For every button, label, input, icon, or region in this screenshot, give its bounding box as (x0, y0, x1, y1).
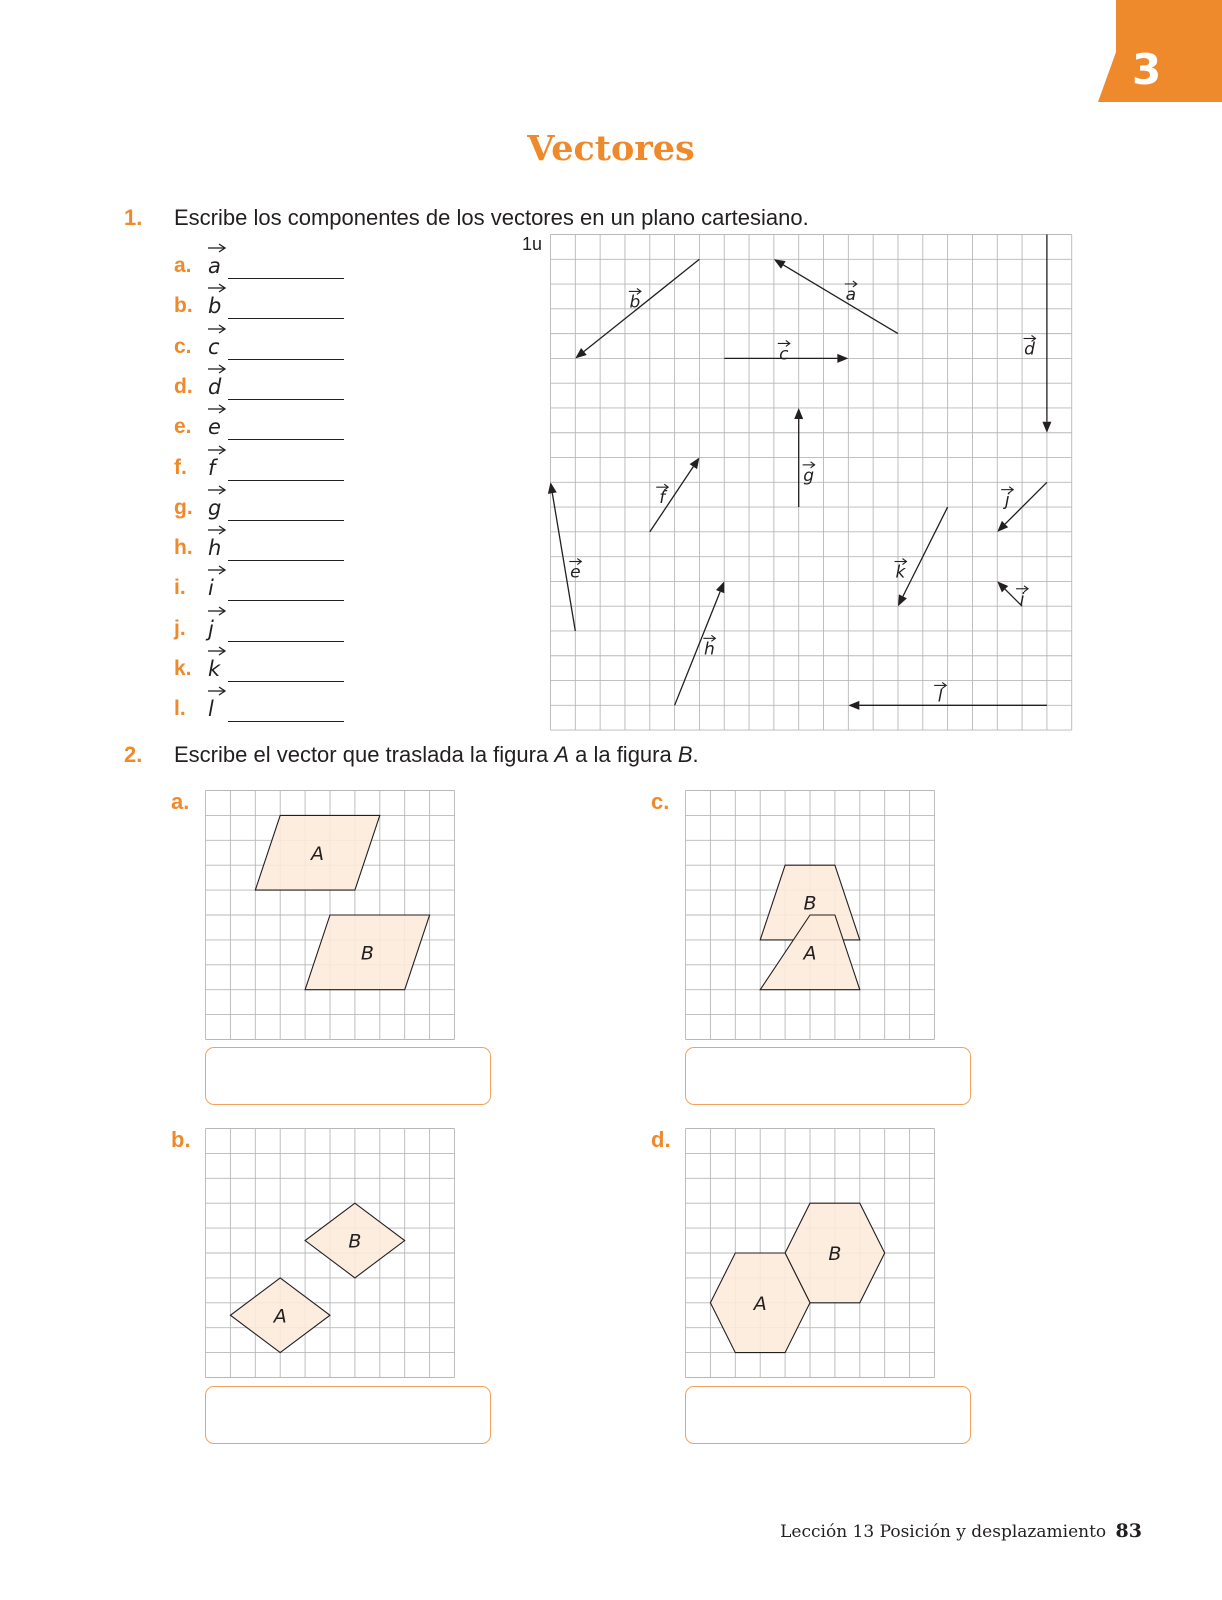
figure-a-ref: A (554, 742, 569, 767)
answer-line[interactable] (228, 359, 344, 360)
vector-label-h (703, 635, 715, 659)
svg-text:j: j (1004, 490, 1010, 511)
vector-symbol: f (208, 455, 216, 480)
item-letter: l. (174, 697, 186, 721)
vector-arrow-icon (206, 281, 228, 293)
panel-c-answer-box[interactable] (685, 1047, 971, 1105)
vector-arrow-i (997, 581, 1022, 606)
figure-b-ref: B (677, 742, 693, 767)
vector-symbol: c (208, 334, 220, 359)
vector-label-k (894, 559, 906, 583)
vector-symbol: j (208, 616, 214, 641)
item-letter: b. (174, 294, 193, 318)
svg-text:k: k (895, 562, 906, 583)
vector-arrow-icon (206, 443, 228, 455)
svg-text:i: i (1019, 589, 1025, 610)
footer-topic: Posición y desplazamiento (879, 1522, 1107, 1542)
vector-label-l (934, 682, 946, 706)
vector-label-d (1024, 335, 1036, 359)
vector-item-i (174, 572, 344, 604)
exercise-2-instruction: Escribe el vector que traslada la figura A a la figura B. (174, 742, 699, 767)
vector-label-c (778, 340, 790, 364)
vector-item-k (174, 653, 344, 685)
item-letter: a. (174, 254, 192, 277)
answer-line[interactable] (228, 480, 344, 481)
panel-a-letter: a. (171, 789, 190, 814)
chapter-tab (1098, 0, 1222, 102)
shape-label-b: B (360, 942, 374, 965)
footer-lesson: Lección 13 (780, 1522, 875, 1542)
vector-arrow-icon (206, 402, 228, 414)
svg-text:l: l (937, 686, 943, 707)
vector-arrow-icon (206, 684, 228, 696)
vector-label-f (656, 484, 668, 508)
vector-item-g (174, 492, 344, 524)
vector-symbol: d (208, 374, 222, 399)
shape-label-b: B (828, 1243, 842, 1265)
vector-item-f (174, 452, 344, 484)
answer-line[interactable] (228, 520, 344, 521)
panel-d-letter: d. (651, 1127, 671, 1152)
exercise-1-number: 1. (124, 205, 143, 230)
vector-arrow-icon (206, 523, 228, 535)
shape-label-a: A (803, 942, 817, 965)
answer-line[interactable] (228, 641, 344, 642)
svg-text:c: c (779, 344, 789, 365)
svg-text:f: f (659, 488, 666, 509)
vector-arrow-icon (206, 644, 228, 656)
item-letter: f. (174, 455, 187, 479)
vector-item-c (174, 331, 344, 363)
exercise-1-instruction: Escribe los componentes de los vectores en un plano cartesiano. (174, 205, 809, 230)
answer-line[interactable] (228, 721, 344, 722)
vector-label-e (569, 559, 581, 583)
vector-symbol: i (208, 576, 214, 601)
shape-label-a: A (753, 1292, 767, 1315)
svg-text:d: d (1024, 339, 1035, 360)
vector-arrow-icon (206, 483, 228, 495)
item-letter: c. (174, 334, 192, 358)
footer (780, 1520, 1142, 1542)
panel-a-grid (204, 789, 456, 1041)
vector-arrow-a (774, 259, 898, 333)
svg-text:a: a (845, 284, 857, 305)
vector-label-g (803, 462, 815, 486)
exercise-2-number: 2. (124, 742, 143, 767)
vector-item-e (174, 411, 344, 443)
vector-arrow-icon (206, 322, 228, 334)
shape-label-b: B (803, 892, 817, 915)
vector-symbol: b (208, 294, 222, 319)
item-letter: h. (174, 536, 193, 560)
vector-arrow-icon (206, 362, 228, 374)
vector-arrow-icon (206, 241, 228, 253)
vector-item-a (174, 250, 344, 282)
panel-b-answer-box[interactable] (205, 1386, 491, 1444)
panel-c-grid (684, 789, 936, 1041)
item-letter: i. (174, 576, 186, 600)
item-letter: g. (174, 495, 193, 519)
svg-text:g: g (803, 465, 815, 486)
answer-line[interactable] (228, 439, 344, 440)
panel-d-answer-box[interactable] (685, 1386, 971, 1444)
answer-line[interactable] (228, 560, 344, 561)
panel-b-letter: b. (171, 1127, 191, 1152)
shape-label-a: A (311, 842, 325, 865)
item-letter: k. (174, 657, 192, 680)
answer-line[interactable] (228, 318, 344, 319)
panel-b-grid (204, 1127, 456, 1379)
svg-text:e: e (570, 562, 581, 583)
answer-line[interactable] (228, 600, 344, 601)
vector-symbol: g (208, 495, 222, 520)
vector-symbol: h (208, 536, 222, 561)
panel-d-grid (684, 1127, 936, 1379)
vector-label-a (845, 281, 857, 305)
unit-label: 1u (522, 234, 543, 254)
vector-item-d (174, 371, 344, 403)
answer-line[interactable] (228, 399, 344, 400)
vector-symbol: k (208, 657, 221, 681)
svg-text:b: b (629, 292, 641, 313)
panel-c-letter: c. (651, 789, 670, 814)
vector-item-h (174, 532, 344, 564)
vector-item-l (174, 693, 344, 725)
vector-grid (548, 232, 1074, 734)
vector-symbol: e (208, 415, 221, 440)
panel-a-answer-box[interactable] (205, 1047, 491, 1105)
vector-item-b (174, 290, 344, 322)
vector-label-b (629, 288, 641, 312)
shape-label-b: B (348, 1230, 362, 1253)
vector-symbol: a (208, 254, 221, 278)
vector-item-j (174, 613, 344, 645)
item-letter: e. (174, 415, 192, 439)
vector-arrow-icon (206, 604, 228, 616)
answer-line[interactable] (228, 278, 344, 279)
item-letter: j. (174, 616, 186, 640)
page-title: Vectores (527, 128, 695, 169)
chapter-number: 3 (1132, 45, 1162, 94)
answer-line[interactable] (228, 681, 344, 682)
svg-text:h: h (703, 639, 715, 660)
shape-label-a: A (273, 1305, 287, 1328)
item-letter: d. (174, 374, 193, 398)
vector-symbol: l (208, 697, 214, 722)
vector-arrow-icon (206, 563, 228, 575)
page-number: 83 (1115, 1520, 1142, 1542)
